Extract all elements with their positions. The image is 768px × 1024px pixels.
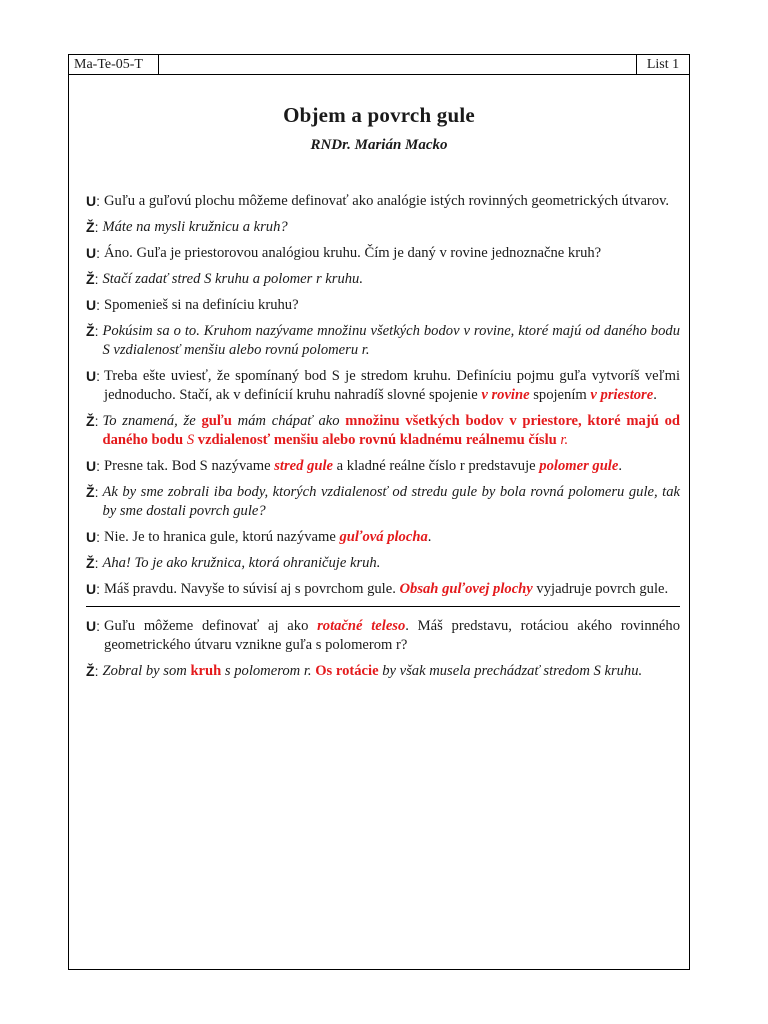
- text-run: Zobral by som: [102, 663, 191, 679]
- speaker-label: U:: [86, 581, 101, 597]
- dialog-text: [98, 554, 680, 573]
- text-run: vyjadruje povrch gule.: [532, 581, 669, 597]
- highlighted-term: rotačné teleso: [317, 618, 406, 634]
- speaker-label: U:: [86, 193, 101, 209]
- teacher-line: [86, 296, 680, 315]
- highlighted-term: v rovine: [481, 387, 530, 403]
- dialog-text: [98, 412, 680, 450]
- text-run: s polomerom r.: [221, 663, 316, 679]
- text-run: Presne tak. Bod S nazývame: [104, 458, 275, 474]
- text-run: Ak by sme zobrali iba body, ktorých vzdialenosť od stredu gule by bola rovná polomeru gule, tak by sme dostali povrch gule?: [102, 484, 680, 519]
- dialog-text: [98, 483, 680, 521]
- highlighted-term: množinu všetkých bodov v priestore, ktoré majú od daného bodu: [102, 413, 680, 448]
- speaker-label: Ž:: [86, 323, 99, 339]
- speaker-label: U:: [86, 368, 101, 384]
- highlighted-symbol: r: [560, 432, 565, 448]
- student-line: [86, 322, 680, 360]
- highlighted-term: Os rotácie: [315, 663, 379, 679]
- text-run: .: [427, 529, 432, 545]
- document-author: RNDr. Marián Macko: [310, 137, 448, 153]
- speaker-label: U:: [86, 458, 101, 474]
- text-run: .: [653, 387, 657, 403]
- teacher-line: [86, 528, 680, 547]
- text-run: . Máš predstavu, rotáciou akého rovinného geometrického útvaru vznikne guľa s polomerom r?: [104, 618, 680, 653]
- dialog-text: [98, 662, 680, 681]
- section-divider: [86, 606, 680, 607]
- highlighted-symbol: .: [564, 432, 569, 448]
- student-line: [86, 483, 680, 521]
- teacher-line: [86, 192, 680, 211]
- student-line: [86, 554, 680, 573]
- teacher-line: [86, 244, 680, 263]
- student-line: [86, 218, 680, 237]
- highlighted-term: guľová plocha: [339, 529, 428, 545]
- document-page: [68, 54, 690, 970]
- dialog-text: [100, 244, 680, 263]
- text-run: Spomenieš si na definíciu kruhu?: [104, 297, 299, 313]
- highlighted-term: stred gule: [274, 458, 334, 474]
- highlighted-term: polomer gule: [539, 458, 619, 474]
- text-run: To znamená, že: [102, 413, 202, 429]
- highlighted-term: kruh: [190, 663, 222, 679]
- teacher-line: [86, 617, 680, 655]
- dialog-text: [98, 322, 680, 360]
- text-run: Máte na mysli kružnicu a kruh?: [102, 219, 288, 235]
- speaker-label: Ž:: [86, 413, 99, 429]
- text-run: mám chápať ako: [231, 413, 346, 429]
- text-run: Stačí zadať stred S kruhu a polomer r kruhu.: [102, 271, 364, 287]
- speaker-label: Ž:: [86, 663, 99, 679]
- dialog-text: [98, 270, 680, 289]
- text-run: Guľu a guľovú plochu môžeme definovať ako analógie istých rovinných geometrických útvarov.: [104, 193, 670, 209]
- speaker-label: Ž:: [86, 555, 99, 571]
- text-run: Pokúsim sa o to. Kruhom nazývame množinu všetkých bodov v rovine, ktoré majú od daného bodu S vzdialenosť menšiu alebo rovnú polomeru r.: [102, 323, 680, 358]
- speaker-label: U:: [86, 618, 101, 634]
- text-run: Guľu môžeme definovať aj ako: [104, 618, 318, 634]
- text-run: Treba ešte uviesť, že spomínaný bod S je stredom kruhu. Definíciu pojmu guľa vytvoríš veľmi jednoducho. Stačí, ak v definícií kruhu nahradíš slovné spojenie: [104, 368, 680, 403]
- document-code: Ma-Te-05-T: [69, 55, 159, 75]
- text-run: a kladné reálne číslo r predstavuje: [333, 458, 540, 474]
- text-run: by však musela prechádzať stredom S kruhu.: [378, 663, 643, 679]
- teacher-line: [86, 367, 680, 405]
- dialog-text: [98, 218, 680, 237]
- dialog-text: [100, 617, 680, 655]
- speaker-label: U:: [86, 529, 101, 545]
- text-run: Nie. Je to hranica gule, ktorú nazývame: [104, 529, 340, 545]
- text-run: Áno. Guľa je priestorovou analógiou kruhu. Čím je daný v rovine jednoznačne kruh?: [104, 245, 602, 261]
- document-title: Objem a povrch gule: [283, 103, 475, 127]
- highlighted-term: v priestore: [590, 387, 654, 403]
- dialog-text: [100, 528, 680, 547]
- dialog-text: [100, 192, 680, 211]
- dialog-text: [100, 367, 680, 405]
- dialog-text: [100, 580, 680, 599]
- text-run: .: [618, 458, 623, 474]
- highlighted-term: Obsah guľovej plochy: [399, 581, 533, 597]
- speaker-label: Ž:: [86, 484, 99, 500]
- speaker-label: Ž:: [86, 219, 99, 235]
- speaker-label: Ž:: [86, 271, 99, 287]
- dialog-text: [100, 457, 680, 476]
- dialog-text: [100, 296, 680, 315]
- highlighted-symbol: S: [186, 432, 195, 448]
- page-label: List 1: [636, 55, 689, 75]
- teacher-line: [86, 457, 680, 476]
- highlighted-term: guľu: [201, 413, 232, 429]
- dialog: [86, 192, 680, 688]
- highlighted-term: vzdialenosť menšiu alebo rovnú kladnému reálnemu číslu: [194, 432, 561, 448]
- student-line: [86, 412, 680, 450]
- student-line: [86, 270, 680, 289]
- speaker-label: U:: [86, 245, 101, 261]
- text-run: Máš pravdu. Navyše to súvisí aj s povrchom gule.: [104, 581, 400, 597]
- text-run: spojením: [529, 387, 591, 403]
- speaker-label: U:: [86, 297, 101, 313]
- header-rule: [159, 55, 636, 75]
- text-run: Aha! To je ako kružnica, ktorá ohraničuje kruh.: [102, 555, 381, 571]
- student-line: [86, 662, 680, 681]
- teacher-line: [86, 580, 680, 599]
